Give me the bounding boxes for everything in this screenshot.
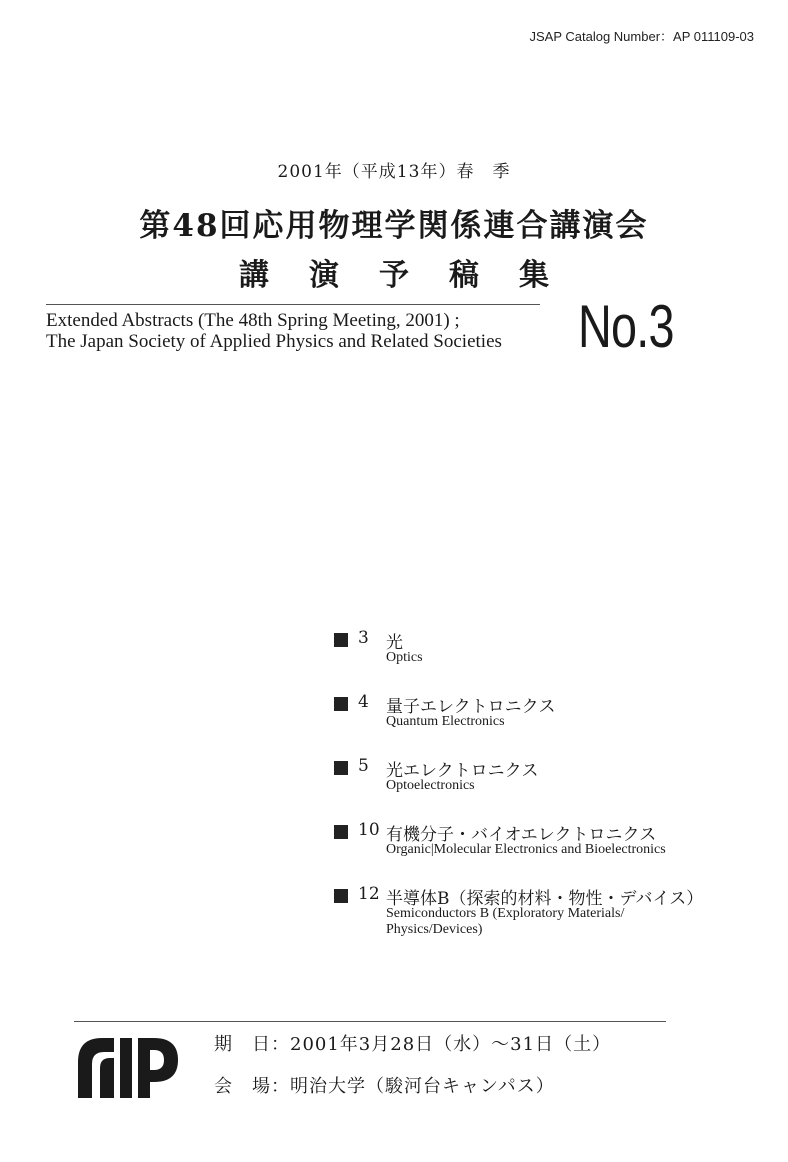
square-bullet-icon [334, 761, 348, 775]
topic-japanese: 光 [386, 633, 403, 653]
topic-english: Organic|Molecular Electronics and Bioelectronics [386, 842, 666, 857]
catalog-number: JSAP Catalog Number：AP 011109-03 [529, 29, 754, 44]
date-line: 期 日：2001年3月28日（水）～31日（土） [214, 1034, 612, 1055]
english-title-line-2: The Japan Society of Applied Physics and Related Societies [46, 331, 502, 352]
volume-number: No.3 [578, 293, 674, 360]
page-title: 第48回応用物理学関係連合講演会 [139, 208, 649, 244]
topic-item [334, 884, 754, 944]
topic-item [334, 628, 754, 678]
venue-line: 会 場：明治大学（駿河台キャンパス） [214, 1076, 555, 1097]
topic-english: Semiconductors B (Exploratory Materials/ [386, 906, 625, 921]
topic-english: Optoelectronics [386, 778, 475, 793]
topic-english-continued: Physics/Devices) [386, 922, 483, 937]
topic-number: 5 [358, 756, 369, 776]
topic-number: 12 [358, 884, 380, 904]
square-bullet-icon [334, 697, 348, 711]
top-divider [46, 304, 540, 305]
topic-number: 4 [358, 692, 369, 712]
page-subtitle: 講演予稿集 [239, 258, 589, 293]
bottom-divider [74, 1021, 666, 1022]
square-bullet-icon [334, 825, 348, 839]
topic-number: 3 [358, 628, 369, 648]
topic-japanese: 光エレクトロニクス [386, 761, 539, 781]
topic-english: Quantum Electronics [386, 714, 505, 729]
topic-english: Optics [386, 650, 423, 665]
jsap-logo-icon [74, 1032, 182, 1102]
topic-japanese: 量子エレクトロニクス [386, 697, 556, 717]
topic-japanese: 有機分子・バイオエレクトロニクス [386, 825, 657, 845]
topic-number: 10 [358, 820, 380, 840]
season-label: 2001年（平成13年）春 季 [277, 162, 511, 182]
topic-item [334, 820, 754, 870]
topic-item [334, 692, 754, 742]
english-title-line-1: Extended Abstracts (The 48th Spring Meeting, 2001) ; [46, 310, 460, 331]
square-bullet-icon [334, 889, 348, 903]
topic-japanese: 半導体B（探索的材料・物性・デバイス） [386, 889, 704, 909]
square-bullet-icon [334, 633, 348, 647]
topic-list [334, 628, 754, 958]
topic-item [334, 756, 754, 806]
